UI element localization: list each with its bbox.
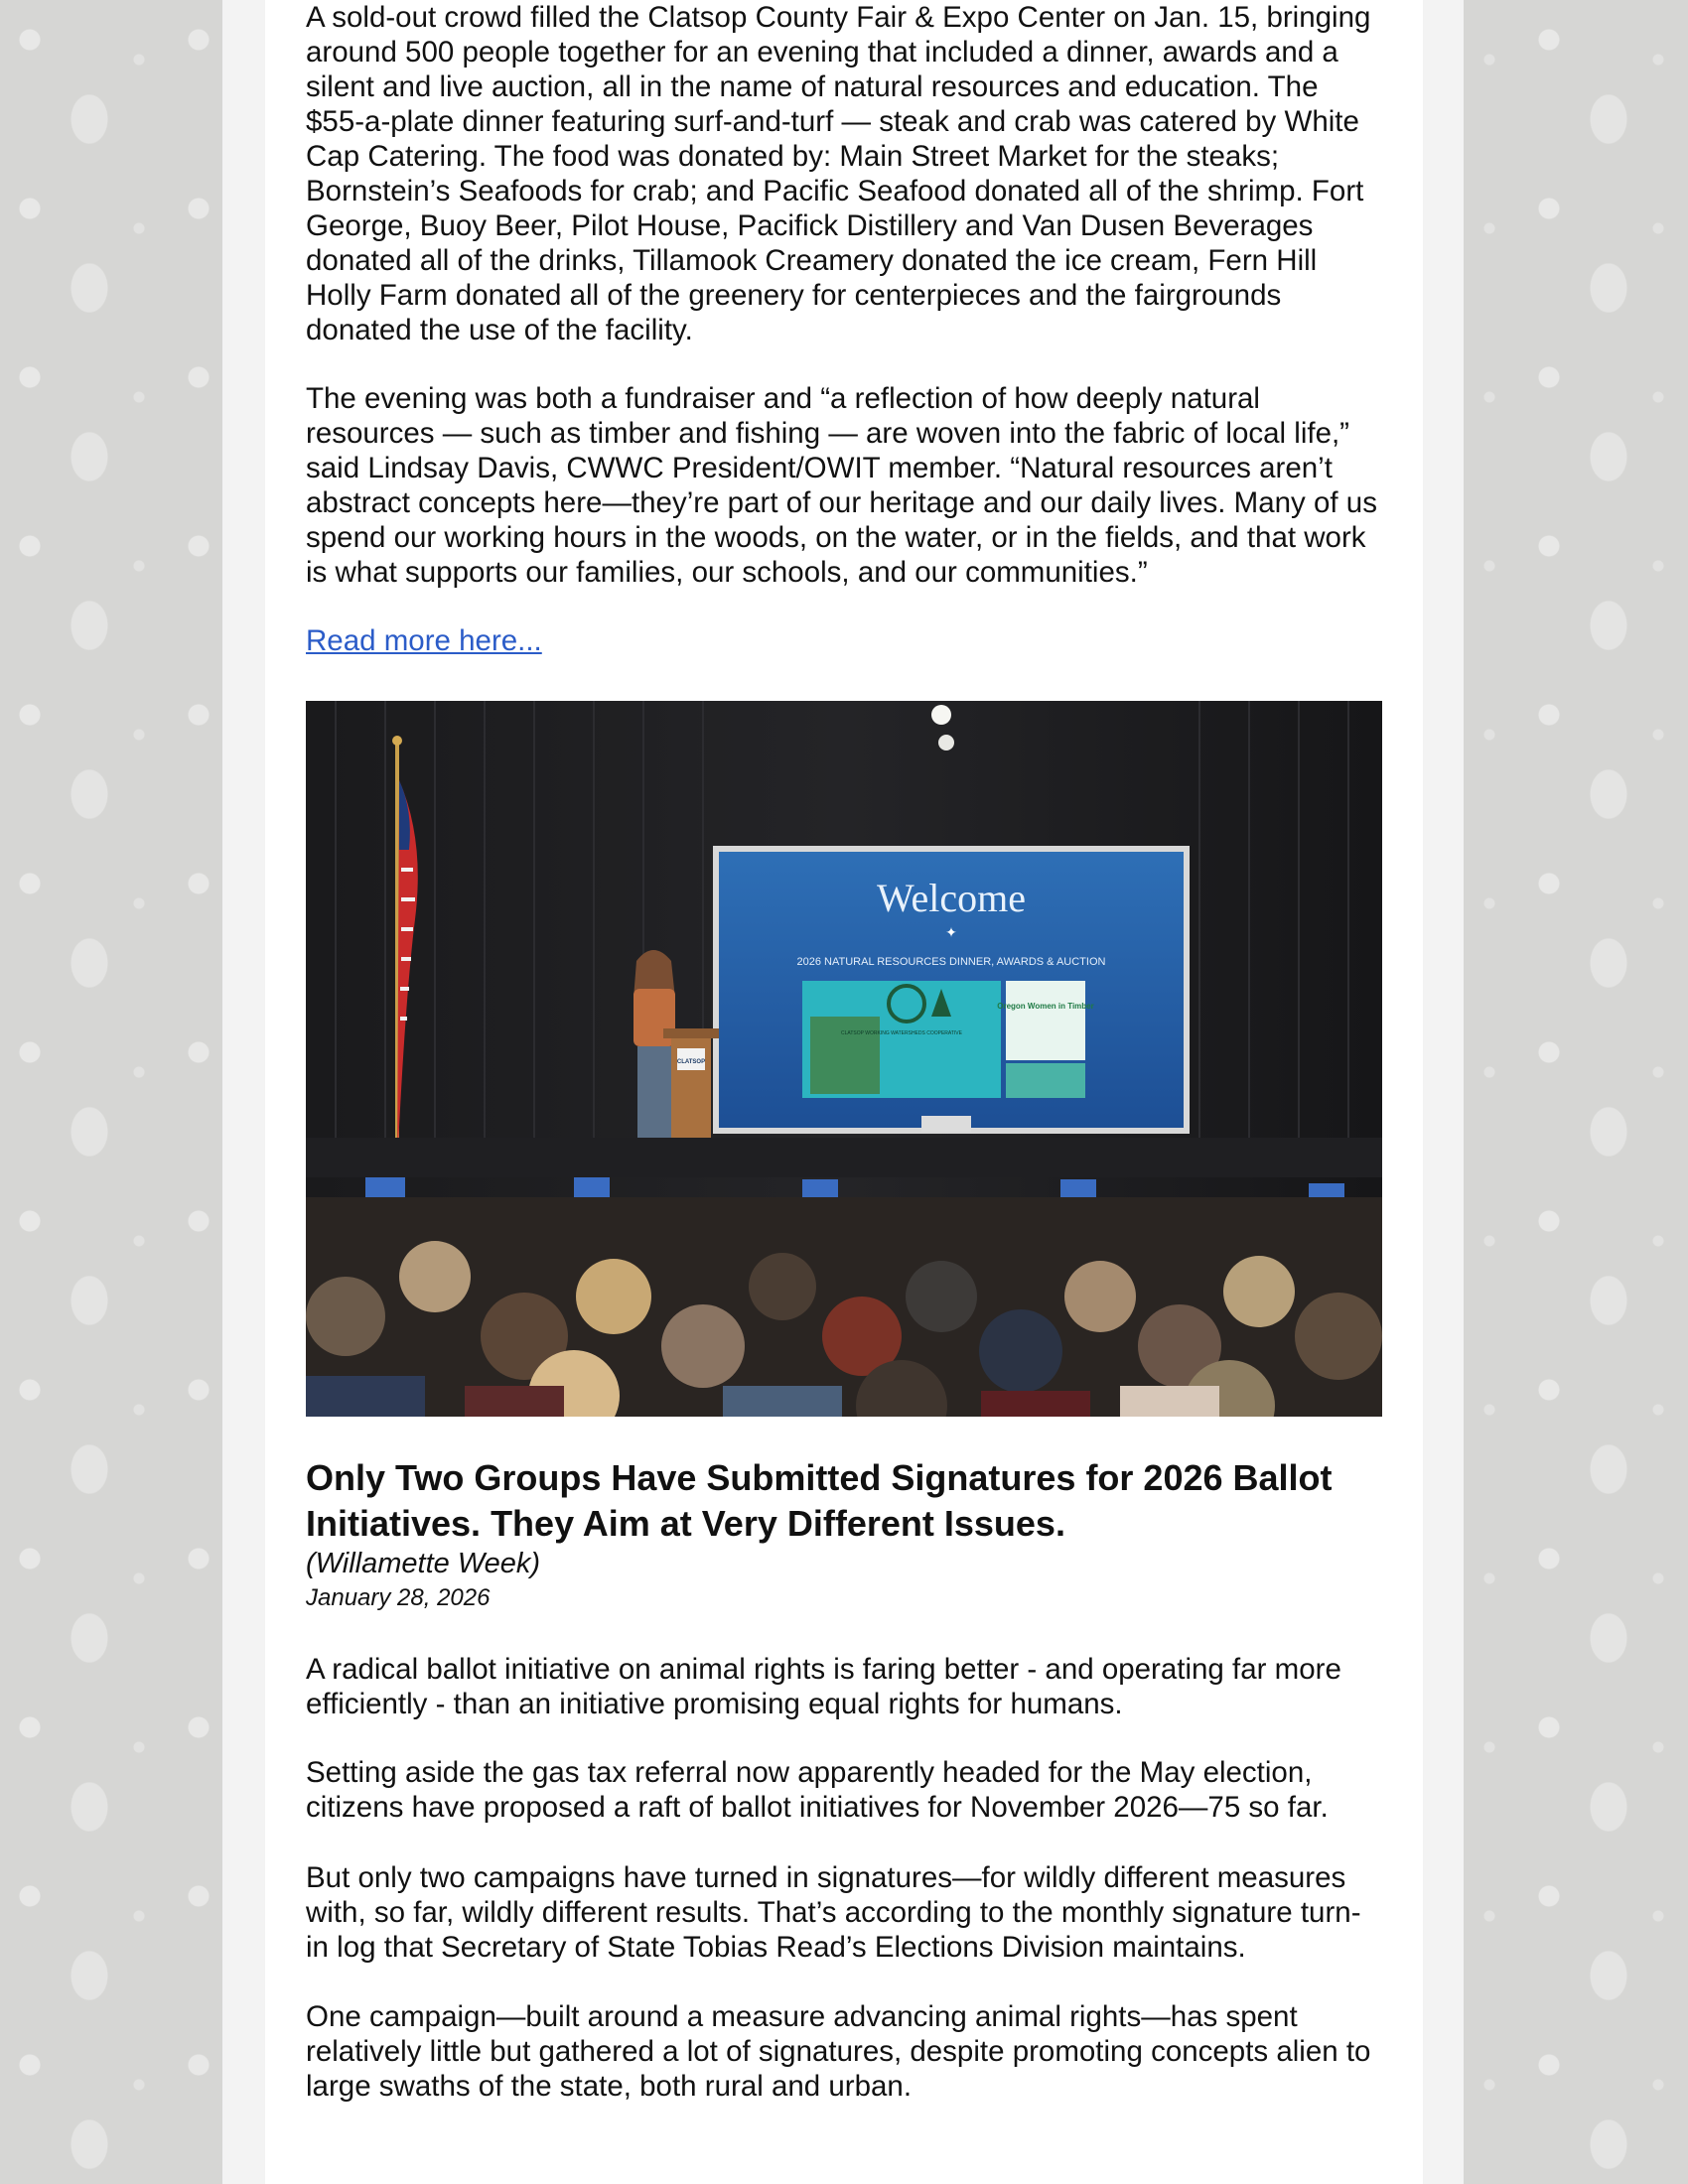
story-quote-paragraph: The evening was both a fundraiser and “a reflection of how deeply natural resources — such as timber and fishing — are woven into the fabric of local life,” said Lindsay Davis, CWWC President/OWIT member. “Natural resources aren’t abstract concepts here—they’re part of our heritage and our daily lives. Many of us spend our working hours in the woods, on the water, or in the fields, and that work is what supports our families, our schools, and our communities.”	[306, 382, 1377, 589]
article-paragraph: Setting aside the gas tax referral now apparently headed for the May election, citizens have proposed a raft of ballot initiatives for November 2026—75 so far.	[306, 1756, 1329, 1824]
article-source: (Willamette Week)	[306, 1548, 541, 1579]
screen-title: Welcome	[876, 876, 1027, 920]
article-paragraph: One campaign—built around a measure advancing animal rights—has spent relatively little but gathered a lot of signatures, despite promoting concepts alien to large swaths of the state, both rural and urban.	[306, 2000, 1371, 2103]
owit-logo-panel	[1006, 981, 1085, 1060]
podium-top	[663, 1028, 719, 1038]
article-headline[interactable]: Only Two Groups Have Submitted Signatures for 2026 Ballot Initiatives. They Aim at Very Different Issues.	[306, 1457, 1333, 1544]
article-paragraph: But only two campaigns have turned in signatures—for wildly different measures with, so far, wildly different results. That’s according to the monthly signature turn-in log that Secretary of State Tobias Read’s Elections Division maintains.	[306, 1861, 1361, 1964]
projector	[921, 1116, 971, 1132]
story-paragraph: A sold-out crowd filled the Clatsop County Fair & Expo Center on Jan. 15, bringing around 500 people together for an evening that included a dinner, awards and a silent and live auction, all in the name of natural resources and education. The $55-a-plate dinner featuring surf-and-turf — steak and crab was catered by White Cap Catering. The food was donated by: Main Street Market for the steaks; Bornstein’s Seafoods for crab; and Pacific Seafood donated all of the shrimp. Fort George, Buoy Beer, Pilot House, Pacifick Distillery and Van Dusen Beverages donated all of the drinks, Tillamook Creamery donated the ice cream, Fern Hill Holly Farm donated all of the greenery for centerpieces and the fairgrounds donated the use of the facility.	[306, 1, 1371, 346]
flag-finial	[392, 736, 402, 746]
screen-photo	[1006, 1063, 1085, 1098]
podium-sign-text: CLATSOP	[676, 1059, 706, 1065]
event-photo-illustration	[306, 701, 1382, 1417]
event-photo	[306, 701, 1382, 1417]
owit-logo-text: Oregon Women in Timber	[997, 1002, 1094, 1011]
screen-subtitle: 2026 NATURAL RESOURCES DINNER, AWARDS & AUCTION	[796, 956, 1106, 968]
article-paragraph: A radical ballot initiative on animal rights is faring better - and operating far more efficiently - than an initiative promising equal rights for humans.	[306, 1653, 1341, 1720]
article-date: January 28, 2026	[306, 1584, 491, 1611]
ceiling-light	[931, 705, 951, 725]
read-more-link[interactable]: Read more here...	[306, 624, 542, 657]
screen-logo-text: CLATSOP WORKING WATERSHEDS COOPERATIVE	[841, 1030, 962, 1036]
screen-photo	[810, 1017, 880, 1094]
ceiling-light	[938, 735, 954, 751]
stage-edge	[306, 1138, 1382, 1177]
sparkle-icon: ✦	[945, 924, 957, 940]
speaker-jeans	[637, 1046, 671, 1146]
